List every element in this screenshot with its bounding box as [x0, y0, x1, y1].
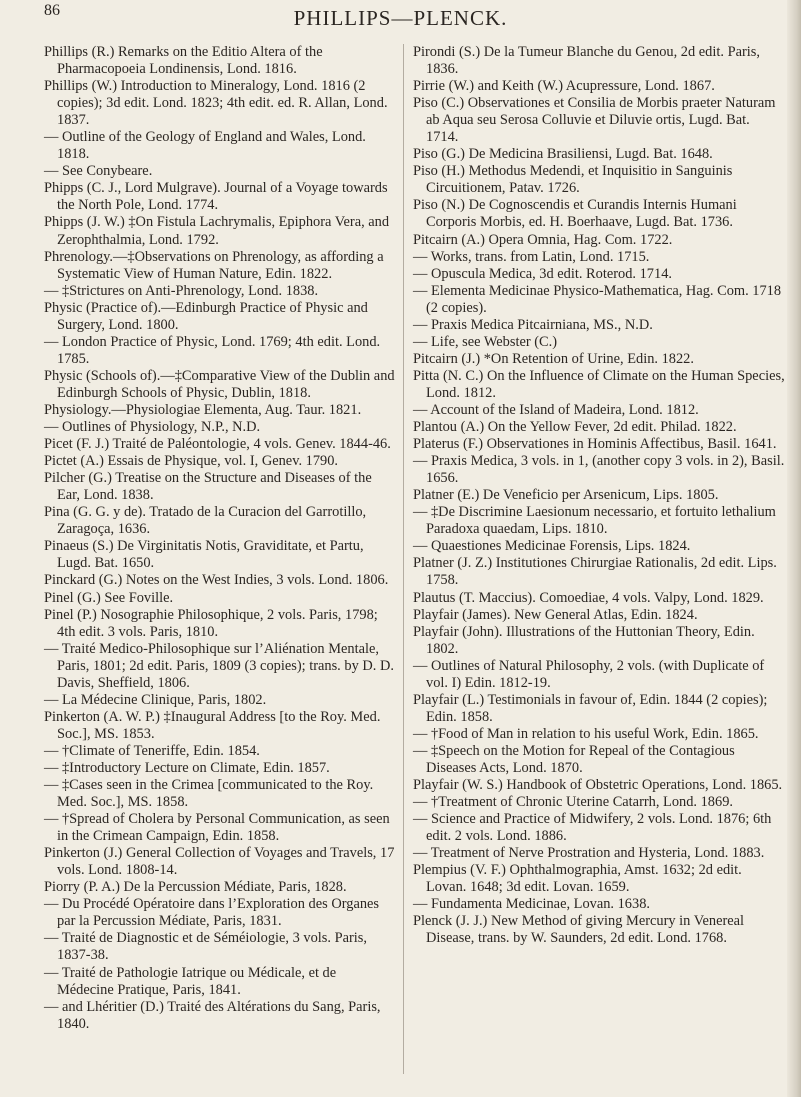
index-entry: Playfair (James). New General Atlas, Edin. 1824.	[413, 606, 698, 623]
index-entry: Pilcher (G.) Treatise on the Structure and Diseases of the Ear, Lond. 1838.	[44, 470, 372, 504]
index-entry: Platner (E.) De Veneficio per Arsenicum, Lips. 1805.	[413, 487, 719, 504]
index-entry: Physic (Practice of).—Edinburgh Practice of Physic and Surgery, Lond. 1800.	[44, 299, 368, 333]
index-entry: Pinkerton (A. W. P.) ‡Inaugural Address [to the Roy. Med. Soc.], MS. 1853.	[44, 708, 381, 742]
index-entry: — ‡Cases seen in the Crimea [communicated to the Roy. Med. Soc.], MS. 1858.	[44, 777, 374, 811]
left-column	[44, 44, 395, 1033]
index-entry: Pinckard (G.) Notes on the West Indies, 3 vols. Lond. 1806.	[44, 572, 389, 589]
index-entry: — See Conybeare.	[44, 163, 153, 180]
index-entry: — †Food of Man in relation to his useful Work, Edin. 1865.	[413, 725, 759, 742]
index-entry: — Elementa Medicinae Physico-Mathematica, Hag. Com. 1718 (2 copies).	[413, 282, 782, 316]
index-entry: Piso (N.) De Cognoscendis et Curandis Internis Humani Corporis Morbis, ed. H. Boerhaave, Lugd. Bat. 1736.	[413, 197, 737, 231]
index-entry: — ‡Strictures on Anti-Phrenology, Lond. 1838.	[44, 282, 319, 299]
index-entry: — Traité Medico-Philosophique sur l’Aliénation Mentale, Paris, 1801; 2d edit. Paris, 1809 (3 copies); trans. by D. D. Davis, Sheffield, 1806.	[44, 640, 394, 691]
index-entry: — †Climate of Teneriffe, Edin. 1854.	[44, 742, 260, 759]
index-entry: Picet (F. J.) Traité de Paléontologie, 4 vols. Genev. 1844-46.	[44, 436, 391, 453]
index-entry: Plautus (T. Maccius). Comoediae, 4 vols. Valpy, Lond. 1829.	[413, 589, 764, 606]
index-entry: Plempius (V. F.) Ophthalmographia, Amst. 1632; 2d edit. Lovan. 1648; 3d edit. Lovan. 1659.	[413, 862, 742, 896]
index-entry: Plenck (J. J.) New Method of giving Mercury in Venereal Disease, trans. by W. Saunders, 2d edit. Lond. 1768.	[413, 913, 745, 947]
index-entry: — Works, trans. from Latin, Lond. 1715.	[413, 248, 650, 265]
right-column	[413, 44, 785, 947]
index-entry: Playfair (W. S.) Handbook of Obstetric Operations, Lond. 1865.	[413, 777, 783, 794]
index-entry: — ‡Introductory Lecture on Climate, Edin. 1857.	[44, 759, 330, 776]
index-entry: — Science and Practice of Midwifery, 2 vols. Lond. 1876; 6th edit. 2 vols. Lond. 1886.	[413, 811, 772, 845]
index-entry: Playfair (L.) Testimonials in favour of, Edin. 1844 (2 copies); Edin. 1858.	[413, 691, 768, 725]
running-head: PHILLIPS—PLENCK.	[293, 6, 508, 30]
index-entry: Platner (J. Z.) Institutiones Chirurgiae Rationalis, 2d edit. Lips. 1758.	[413, 555, 777, 589]
column-divider	[403, 44, 404, 1074]
index-entry: — Account of the Island of Madeira, Lond. 1812.	[413, 401, 699, 418]
index-entry: — Quaestiones Medicinae Forensis, Lips. 1824.	[413, 538, 691, 555]
index-entry: — ‡Speech on the Motion for Repeal of the Contagious Diseases Acts, Lond. 1870.	[413, 742, 735, 776]
index-entry: Plantou (A.) On the Yellow Fever, 2d edit. Philad. 1822.	[413, 419, 737, 436]
index-entry: — London Practice of Physic, Lond. 1769; 4th edit. Lond. 1785.	[44, 333, 381, 367]
index-entry: Pitcairn (A.) Opera Omnia, Hag. Com. 1722.	[413, 231, 673, 248]
book-spine-edge	[787, 0, 801, 1097]
index-entry: Pirondi (S.) De la Tumeur Blanche du Genou, 2d edit. Paris, 1836.	[413, 44, 760, 78]
index-entry: Pinel (P.) Nosographie Philosophique, 2 vols. Paris, 1798; 4th edit. 3 vols. Paris, 1810.	[44, 606, 378, 640]
index-entry: — Traité de Pathologie Iatrique ou Médicale, et de Médecine Pratique, Paris, 1841.	[44, 964, 337, 998]
index-entry: Playfair (John). Illustrations of the Huttonian Theory, Edin. 1802.	[413, 623, 755, 657]
index-entry: Piso (G.) De Medicina Brasiliensi, Lugd. Bat. 1648.	[413, 146, 713, 163]
index-entry: Pitcairn (J.) *On Retention of Urine, Edin. 1822.	[413, 350, 694, 367]
index-entry: — Life, see Webster (C.)	[413, 333, 558, 350]
index-entry: — Opuscula Medica, 3d edit. Roterod. 1714.	[413, 265, 672, 282]
index-entry: — †Spread of Cholera by Personal Communication, as seen in the Crimean Campaign, Edin. 1858.	[44, 811, 390, 845]
index-entry: — Praxis Medica, 3 vols. in 1, (another copy 3 vols. in 2), Basil. 1656.	[413, 453, 785, 487]
index-entry: Pinkerton (J.) General Collection of Voyages and Travels, 17 vols. Lond. 1808-14.	[44, 845, 395, 879]
index-entry: Pinel (G.) See Foville.	[44, 589, 174, 606]
index-entry: — Treatment of Nerve Prostration and Hysteria, Lond. 1883.	[413, 845, 765, 862]
index-entry: — Outlines of Natural Philosophy, 2 vols. (with Duplicate of vol. I) Edin. 1812-19.	[413, 657, 765, 691]
index-entry: — †Treatment of Chronic Uterine Catarrh, Lond. 1869.	[413, 794, 733, 811]
index-entry: Piso (H.) Methodus Medendi, et Inquisitio in Sanguinis Circuitionem, Patav. 1726.	[413, 163, 733, 197]
index-entry: Pina (G. G. y de). Tratado de la Curacion del Garrotillo, Zaragoça, 1636.	[44, 504, 367, 538]
index-entry: Phillips (W.) Introduction to Mineralogy, Lond. 1816 (2 copies); 3d edit. Lond. 1823; 4th edit. ed. R. Allan, Lond. 1837.	[44, 78, 388, 129]
index-entry: — Outline of the Geology of England and Wales, Lond. 1818.	[44, 129, 366, 163]
index-entry: — Du Procédé Opératoire dans l’Exploration des Organes par la Percussion Médiate, Paris, 1831.	[44, 896, 380, 930]
index-entry: — La Médecine Clinique, Paris, 1802.	[44, 691, 267, 708]
index-entry: Phillips (R.) Remarks on the Editio Altera of the Pharmacopoeia Londinensis, Lond. 1816.	[44, 44, 323, 78]
index-entry: Physiology.—Physiologiae Elementa, Aug. Taur. 1821.	[44, 401, 362, 418]
index-entry: Phipps (C. J., Lord Mulgrave). Journal of a Voyage towards the North Pole, Lond. 1774.	[44, 180, 388, 214]
index-entry: — Fundamenta Medicinae, Lovan. 1638.	[413, 896, 650, 913]
page-number: 86	[44, 2, 60, 19]
index-entry: Pitta (N. C.) On the Influence of Climate on the Human Species, Lond. 1812.	[413, 367, 785, 401]
index-entry: Phipps (J. W.) ‡On Fistula Lachrymalis, Epiphora Vera, and Zerophthalmia, Lond. 1792.	[44, 214, 390, 248]
index-entry: — Praxis Medica Pitcairniana, MS., N.D.	[413, 316, 653, 333]
index-entry: — Traité de Diagnostic et de Séméiologie, 3 vols. Paris, 1837-38.	[44, 930, 367, 964]
index-entry: Pirrie (W.) and Keith (W.) Acupressure, Lond. 1867.	[413, 78, 715, 95]
index-entry: Pictet (A.) Essais de Physique, vol. I, Genev. 1790.	[44, 453, 339, 470]
index-entry: Physic (Schools of).—‡Comparative View of the Dublin and Edinburgh Schools of Physic, Dublin, 1818.	[44, 367, 395, 401]
index-entry: Piso (C.) Observationes et Consilia de Morbis praeter Naturam ab Aqua seu Serosa Colluvie et Diluvie ortis, Lugd. Bat. 1714.	[413, 95, 776, 146]
index-entry: — and Lhéritier (D.) Traité des Altérations du Sang, Paris, 1840.	[44, 998, 381, 1032]
index-entry: — ‡De Discrimine Laesionum necessario, et fortuito lethalium Paradoxa quaedam, Lips. 1810.	[413, 504, 776, 538]
index-entry: — Outlines of Physiology, N.P., N.D.	[44, 419, 261, 436]
index-entry: Pinaeus (S.) De Virginitatis Notis, Graviditate, et Partu, Lugd. Bat. 1650.	[44, 538, 364, 572]
index-entry: Platerus (F.) Observationes in Hominis Affectibus, Basil. 1641.	[413, 436, 777, 453]
index-entry: Piorry (P. A.) De la Percussion Médiate, Paris, 1828.	[44, 879, 347, 896]
index-entry: Phrenology.—‡Observations on Phrenology, as affording a Systematic View of Human Nature, Edin. 1822.	[44, 248, 384, 282]
